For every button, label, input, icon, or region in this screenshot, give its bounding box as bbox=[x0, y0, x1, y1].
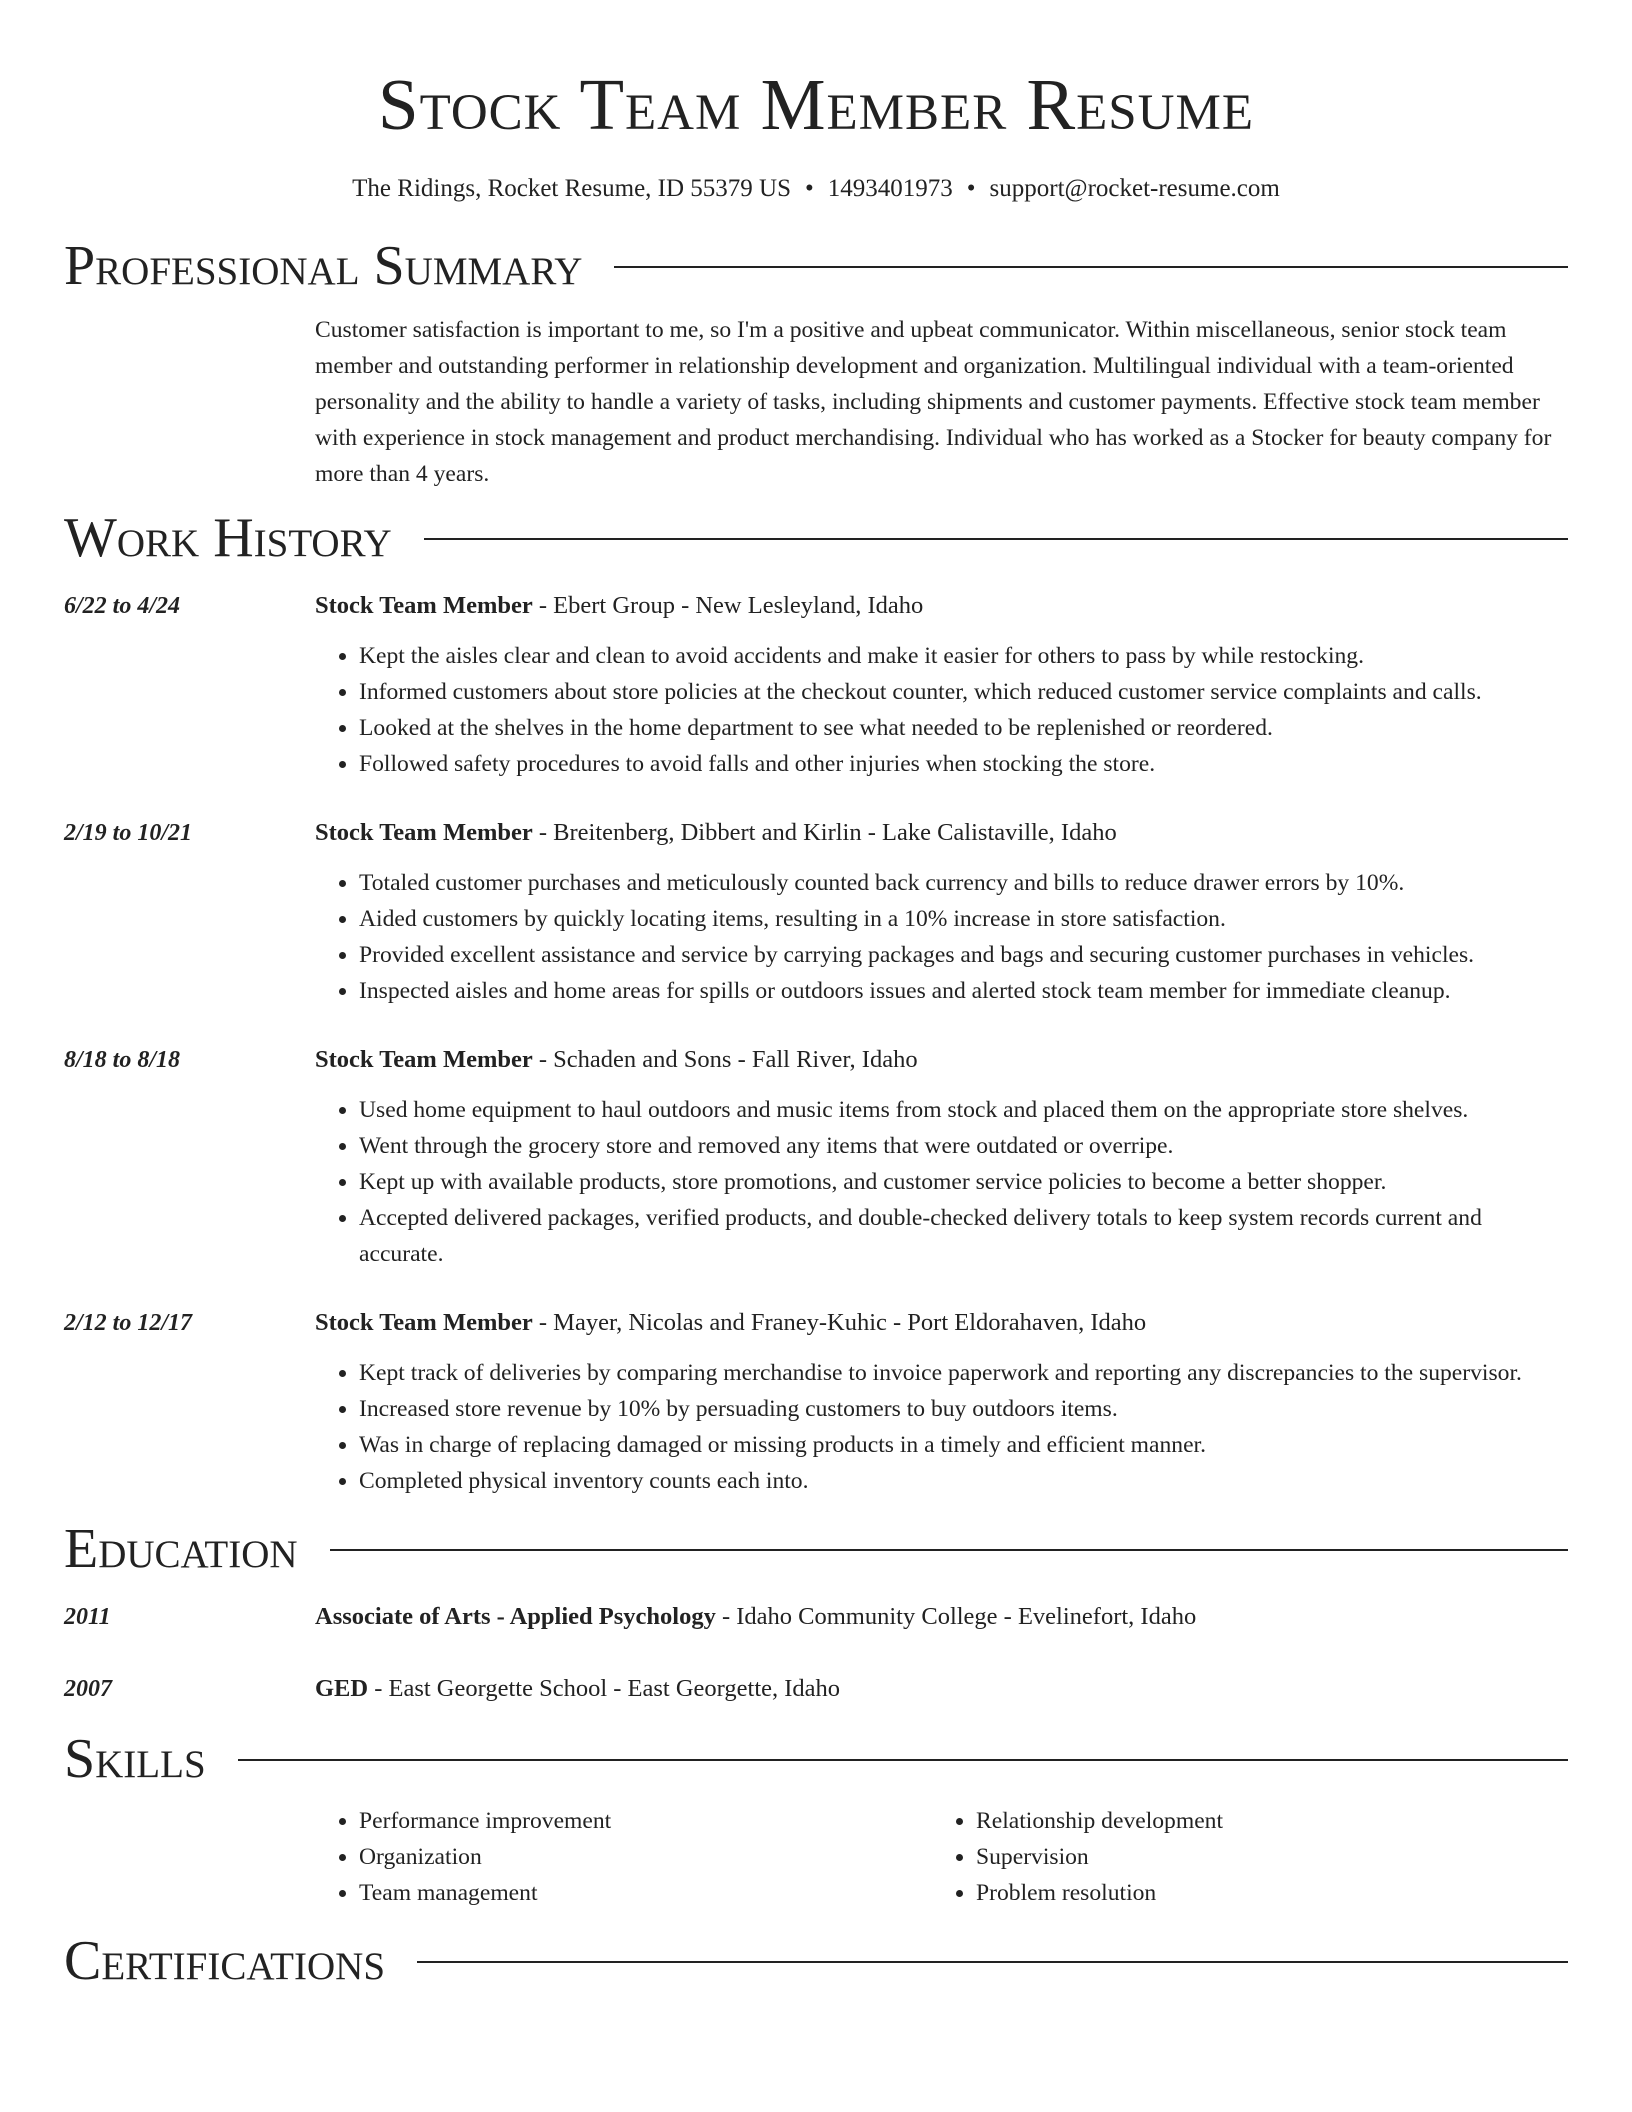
section-title: Certifications bbox=[64, 1930, 386, 1992]
work-heading bbox=[315, 1042, 1568, 1078]
work-bullets bbox=[315, 1355, 1568, 1499]
section-divider bbox=[424, 538, 1568, 540]
section-skills bbox=[64, 1727, 1568, 1791]
job-details: - Ebert Group - New Lesleyland, Idaho bbox=[532, 592, 924, 619]
work-bullets bbox=[315, 865, 1568, 1009]
contact-email: support@rocket-resume.com bbox=[989, 175, 1280, 202]
list-item: • Increased store revenue by 10% by persuading customers to buy outdoors items. bbox=[359, 1391, 1568, 1427]
education-year: 2007 bbox=[64, 1676, 112, 1702]
work-entry bbox=[64, 588, 1568, 782]
list-item: • Used home equipment to haul outdoors and music items from stock and placed them on the appropriate store shelves. bbox=[359, 1092, 1568, 1128]
work-entry bbox=[64, 1305, 1568, 1499]
list-item: • Was in charge of replacing damaged or missing products in a timely and efficient manner. bbox=[359, 1427, 1568, 1463]
list-item: • Aided customers by quickly locating items, resulting in a 10% increase in store satisfaction. bbox=[359, 901, 1568, 937]
work-heading bbox=[315, 815, 1568, 851]
job-details: - Breitenberg, Dibbert and Kirlin - Lake Calistaville, Idaho bbox=[532, 819, 1117, 846]
education-entry bbox=[64, 1599, 1568, 1635]
skill-item: • Supervision bbox=[976, 1839, 1549, 1875]
section-divider bbox=[417, 1961, 1568, 1963]
work-dates: 8/18 to 8/18 bbox=[64, 1047, 181, 1073]
skill-item: • Relationship development bbox=[976, 1803, 1549, 1839]
skills-list bbox=[315, 1803, 1568, 1911]
section-title: Professional Summary bbox=[64, 235, 583, 297]
education-heading bbox=[315, 1599, 1568, 1635]
work-bullets bbox=[315, 638, 1568, 782]
job-title: Stock Team Member bbox=[315, 819, 533, 846]
education-heading bbox=[315, 1671, 1568, 1707]
section-professional-summary bbox=[64, 234, 1568, 298]
contact-separator: • bbox=[966, 175, 976, 202]
work-dates: 6/22 to 4/24 bbox=[64, 593, 181, 619]
education-entry bbox=[64, 1671, 1568, 1707]
list-item: • Provided excellent assistance and service by carrying packages and bags and securing customer purchases in vehicles. bbox=[359, 937, 1568, 973]
contact-address: The Ridings, Rocket Resume, ID 55379 US bbox=[352, 175, 792, 202]
contact-phone: 1493401973 bbox=[827, 175, 953, 202]
contact-line bbox=[64, 172, 1568, 206]
list-item: • Inspected aisles and home areas for spills or outdoors issues and alerted stock team member for immediate cleanup. bbox=[359, 973, 1568, 1009]
resume-title: Stock Team Member Resume bbox=[378, 64, 1254, 145]
section-work-history bbox=[64, 506, 1568, 570]
work-heading bbox=[315, 588, 1568, 624]
skill-item: • Performance improvement bbox=[359, 1803, 932, 1839]
skills-column-right bbox=[932, 1803, 1549, 1911]
school-details: - East Georgette School - East Georgette, Idaho bbox=[368, 1675, 841, 1702]
summary-text: Customer satisfaction is important to me, so I'm a positive and upbeat communicator. Within miscellaneous, senior stock team member and outstanding performer in relationship development and organization. Multilingual individual with a team-oriented personality and the ability to handle a variety of tasks, including shipments and customer payments. Effective stock team member with experience in stock management and product merchandising. Individual who has worked as a Stocker for beauty company for more than 4 years. bbox=[315, 317, 1552, 487]
list-item: • Followed safety procedures to avoid falls and other injuries when stocking the store. bbox=[359, 746, 1568, 782]
school-details: - Idaho Community College - Evelinefort, Idaho bbox=[715, 1603, 1197, 1630]
list-item: • Looked at the shelves in the home department to see what needed to be replenished or reordered. bbox=[359, 710, 1568, 746]
list-item: • Kept track of deliveries by comparing merchandise to invoice paperwork and reporting any discrepancies to the supervisor. bbox=[359, 1355, 1568, 1391]
job-title: Stock Team Member bbox=[315, 1046, 533, 1073]
work-dates: 2/19 to 10/21 bbox=[64, 820, 193, 846]
work-entry bbox=[64, 1042, 1568, 1272]
degree: GED bbox=[315, 1675, 369, 1702]
section-title: Education bbox=[64, 1518, 298, 1580]
section-divider bbox=[238, 1759, 1568, 1761]
list-item: • Kept up with available products, store promotions, and customer service policies to become a better shopper. bbox=[359, 1164, 1568, 1200]
work-heading bbox=[315, 1305, 1568, 1341]
list-item: • Kept the aisles clear and clean to avoid accidents and make it easier for others to pass by while restocking. bbox=[359, 638, 1568, 674]
list-item: • Accepted delivered packages, verified products, and double-checked delivery totals to keep system records current and accurate. bbox=[359, 1200, 1568, 1272]
section-divider bbox=[614, 266, 1568, 268]
section-certifications bbox=[64, 1929, 1568, 1993]
skill-item: • Team management bbox=[359, 1875, 932, 1911]
list-item: • Informed customers about store policies at the checkout counter, which reduced customer service complaints and calls. bbox=[359, 674, 1568, 710]
skill-item: • Problem resolution bbox=[976, 1875, 1549, 1911]
skill-item: • Organization bbox=[359, 1839, 932, 1875]
education-year: 2011 bbox=[64, 1604, 111, 1630]
list-item: • Went through the grocery store and removed any items that were outdated or overripe. bbox=[359, 1128, 1568, 1164]
section-education bbox=[64, 1517, 1568, 1581]
job-details: - Mayer, Nicolas and Franey-Kuhic - Port Eldorahaven, Idaho bbox=[532, 1309, 1147, 1336]
work-dates: 2/12 to 12/17 bbox=[64, 1310, 193, 1336]
section-divider bbox=[330, 1549, 1568, 1551]
job-title: Stock Team Member bbox=[315, 1309, 533, 1336]
work-bullets bbox=[315, 1092, 1568, 1272]
skills-column-left bbox=[315, 1803, 932, 1911]
list-item: • Totaled customer purchases and meticulously counted back currency and bills to reduce drawer errors by 10%. bbox=[359, 865, 1568, 901]
degree: Associate of Arts - Applied Psychology bbox=[315, 1603, 716, 1630]
section-title: Work History bbox=[64, 507, 392, 569]
job-details: - Schaden and Sons - Fall River, Idaho bbox=[532, 1046, 918, 1073]
list-item: • Completed physical inventory counts each into. bbox=[359, 1463, 1568, 1499]
work-entry bbox=[64, 815, 1568, 1009]
section-title: Skills bbox=[64, 1728, 206, 1790]
contact-separator: • bbox=[805, 175, 814, 202]
job-title: Stock Team Member bbox=[315, 592, 533, 619]
